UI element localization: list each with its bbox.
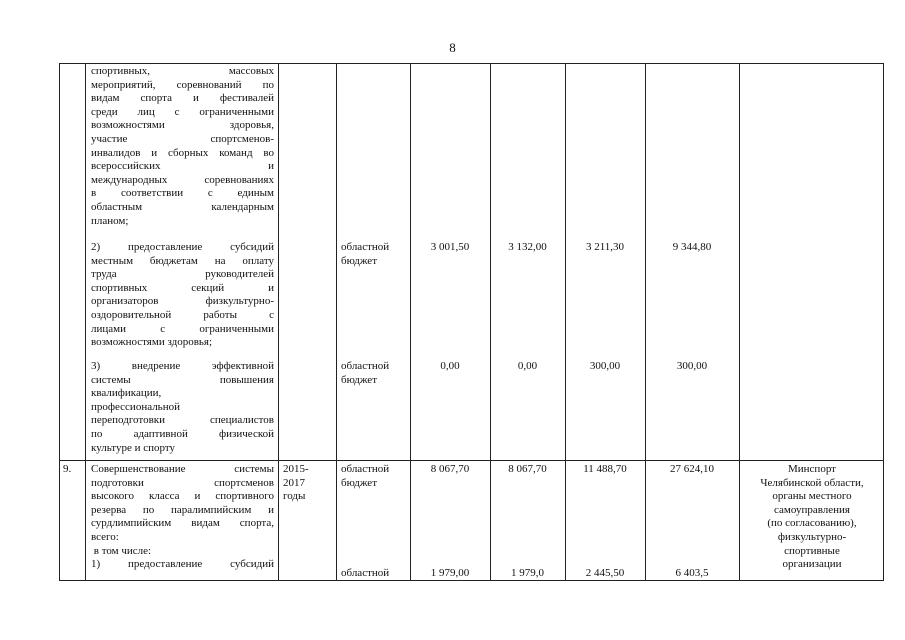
item3-value-2017: 300,00 (589, 360, 621, 372)
item2-value-total: 9 344,80 (672, 241, 712, 253)
page-number: 8 (449, 40, 456, 55)
row9-responsible: Минспорт Челябинской области, органы местного самоуправления (по согласованию), физкультурно- спортивные организации (760, 463, 864, 571)
row9-sub1-value-2016: 1 979,0 (511, 567, 544, 579)
row9-value-total: 27 624,10 (670, 463, 714, 475)
row9-value-2016: 8 067,70 (508, 463, 547, 475)
item3-value-total: 300,00 (676, 360, 708, 372)
row9-funding-source: областной бюджет (341, 463, 390, 489)
item3-funding-source: областной бюджет (341, 360, 390, 386)
item2-description: 2) предоставление субсидий местным бюджетам на оплату труда руководителей спортивных секций и организаторов физкультурно- оздоровительной работы с лицами с ограниченными возможностями здоровья; (91, 241, 274, 349)
row9-value-2017: 11 488,70 (583, 463, 627, 475)
item1-description: спортивных, массовых мероприятий, соревнований по видам спорта и фестивалей среди лиц с ограниченными возможностями здоровья, участие спортсменов- инвалидов и сборных команд во всероссийских и международных соревнованиях в соответствии с единым областным календарным планом; (91, 65, 274, 227)
row9-sub1-value-2017: 2 445,50 (585, 567, 625, 579)
row9-description: Совершенствование системы подготовки спортсменов высокого класса и спортивного резерва по паралимпийским и сурдлимпийским видам спорта, всего: в том числе: 1) предоставление субсидий (91, 463, 274, 571)
item2-value-2017: 3 211,30 (585, 241, 625, 253)
row9-sub1-value-total: 6 403,5 (675, 567, 709, 579)
item3-value-2015: 0,00 (440, 360, 460, 372)
program-table (59, 63, 883, 581)
item2-funding-source: областной бюджет (341, 241, 390, 267)
row9-sub1-funding-source: областной (341, 567, 390, 579)
row9-sub1-value-2015: 1 979,00 (430, 567, 470, 579)
row9-number: 9. (63, 463, 72, 475)
item3-description: 3) внедрение эффективной системы повышения квалификации, профессиональной переподготовки специалистов по адаптивной физической культуре и спорту (91, 360, 274, 454)
item3-value-2016: 0,00 (517, 360, 538, 372)
row9-value-2015: 8 067,70 (430, 463, 470, 475)
row9-period: 2015- 2017 годы (283, 463, 309, 503)
item2-value-2016: 3 132,00 (508, 241, 547, 253)
item2-value-2015: 3 001,50 (430, 241, 470, 253)
